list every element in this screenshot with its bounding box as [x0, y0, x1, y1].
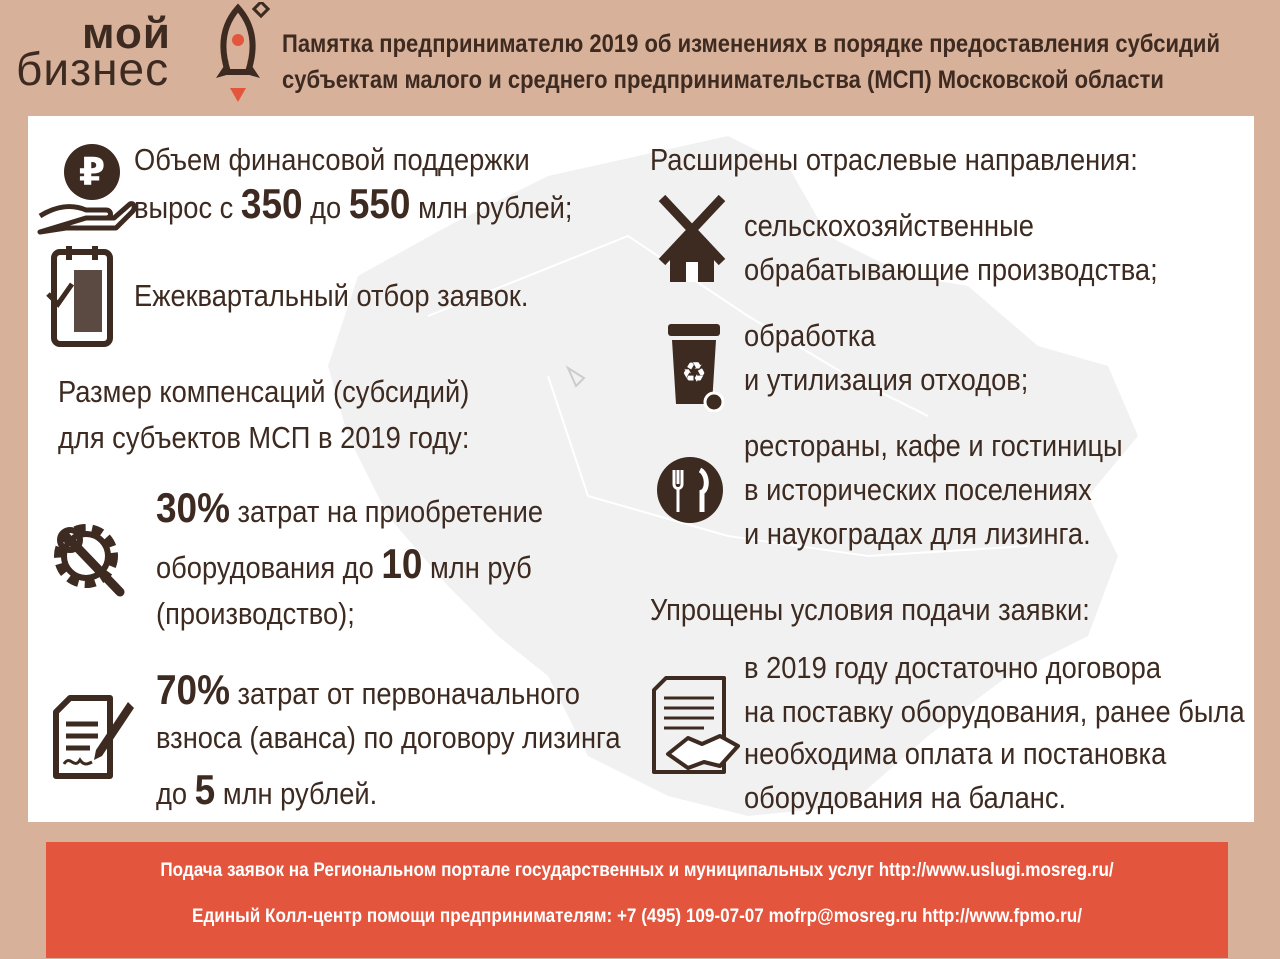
support-line2: [134, 182, 573, 230]
food-line3: и наукоградах для лизинга.: [744, 516, 1091, 551]
logo-text-moi: мой: [82, 9, 171, 58]
support-pre: вырос с: [134, 190, 241, 225]
main-panel: [28, 116, 1254, 822]
leasing-line2: взноса (аванса) по договору лизинга: [156, 720, 621, 755]
waste-line2: и утилизация отходов;: [744, 362, 1029, 397]
svg-text:♻: ♻: [681, 356, 707, 389]
leasing-amount: 5: [194, 766, 216, 813]
contract-line4: оборудования на баланс.: [744, 780, 1067, 815]
header-title: [282, 26, 1220, 98]
food-line1: рестораны, кафе и гостиницы: [744, 428, 1123, 463]
header-title-line1: Памятка предпринимателю 2019 об изменениях в порядке предоставления субсидий: [282, 30, 1220, 58]
sectors-title: Расширены отраслевые направления:: [650, 142, 1138, 177]
equipment-line2-pre: оборудования до: [156, 550, 382, 585]
support-from-value: 350: [240, 180, 303, 227]
equipment-amount: 10: [381, 540, 423, 587]
document-pen-icon: [50, 694, 136, 780]
fork-knife-icon: [656, 456, 724, 524]
waste-line1: обработка: [744, 318, 876, 353]
leasing-line3-post: млн рублей.: [215, 776, 378, 811]
contract-line3: необходима оплата и постановка: [744, 736, 1167, 771]
leasing-line1: [156, 668, 580, 716]
gear-wrench-icon: [42, 512, 134, 604]
equipment-line1: [156, 486, 543, 534]
leasing-line3-pre: до: [156, 776, 195, 811]
support-post: млн рублей;: [410, 190, 573, 225]
calendar-check-icon: [46, 244, 116, 348]
support-line1: Объем финансовой поддержки: [134, 142, 530, 177]
svg-text:₽: ₽: [78, 150, 106, 194]
simplified-title: Упрощены условия подачи заявки:: [650, 592, 1090, 627]
leasing-line1-rest: затрат от первоначального: [229, 676, 580, 711]
equipment-line3: (производство);: [156, 596, 355, 631]
ruble-hand-icon: [36, 136, 136, 236]
equipment-line2-post: млн руб: [422, 550, 532, 585]
leasing-percent: 70%: [156, 666, 230, 713]
rocket-icon: [200, 2, 276, 114]
footer-contacts-line: Единый Колл-центр помощи предпринимателям: +7 (495) 109-07-07 mofrp@mosreg.ru http://www.fpmo.ru/: [192, 906, 1082, 927]
contract-handshake-icon: [648, 676, 740, 776]
food-line2: в исторических поселениях: [744, 472, 1092, 507]
equipment-percent: 30%: [156, 484, 230, 531]
support-to-value: 550: [348, 180, 411, 227]
equipment-line1-rest: затрат на приобретение: [229, 494, 544, 529]
support-mid: до: [302, 190, 349, 225]
contract-line2: на поставку оборудования, ранее была: [744, 694, 1245, 729]
recycle-bin-icon: [666, 320, 726, 412]
equipment-line2: [156, 542, 532, 590]
windmill-icon: [654, 192, 730, 284]
footer-banner: [46, 842, 1228, 958]
header-title-line2: субъектам малого и среднего предпринимательства (МСП) Московской области: [282, 66, 1164, 94]
quarterly-text: Ежеквартальный отбор заявок.: [134, 278, 529, 313]
footer-portal-line: Подача заявок на Региональном портале государственных и муниципальных услуг http://www.uslugi.mosreg.ru/: [160, 860, 1114, 881]
compensation-line2: для субъектов МСП в 2019 году:: [58, 420, 470, 455]
logo-text-biznes: бизнес: [16, 43, 170, 95]
leasing-line3: [156, 768, 377, 816]
contract-line1: в 2019 году достаточно договора: [744, 650, 1161, 685]
agri-line1: сельскохозяйственные: [744, 208, 1034, 243]
agri-line2: обрабатывающие производства;: [744, 252, 1158, 287]
compensation-line1: Размер компенсаций (субсидий): [58, 374, 470, 409]
